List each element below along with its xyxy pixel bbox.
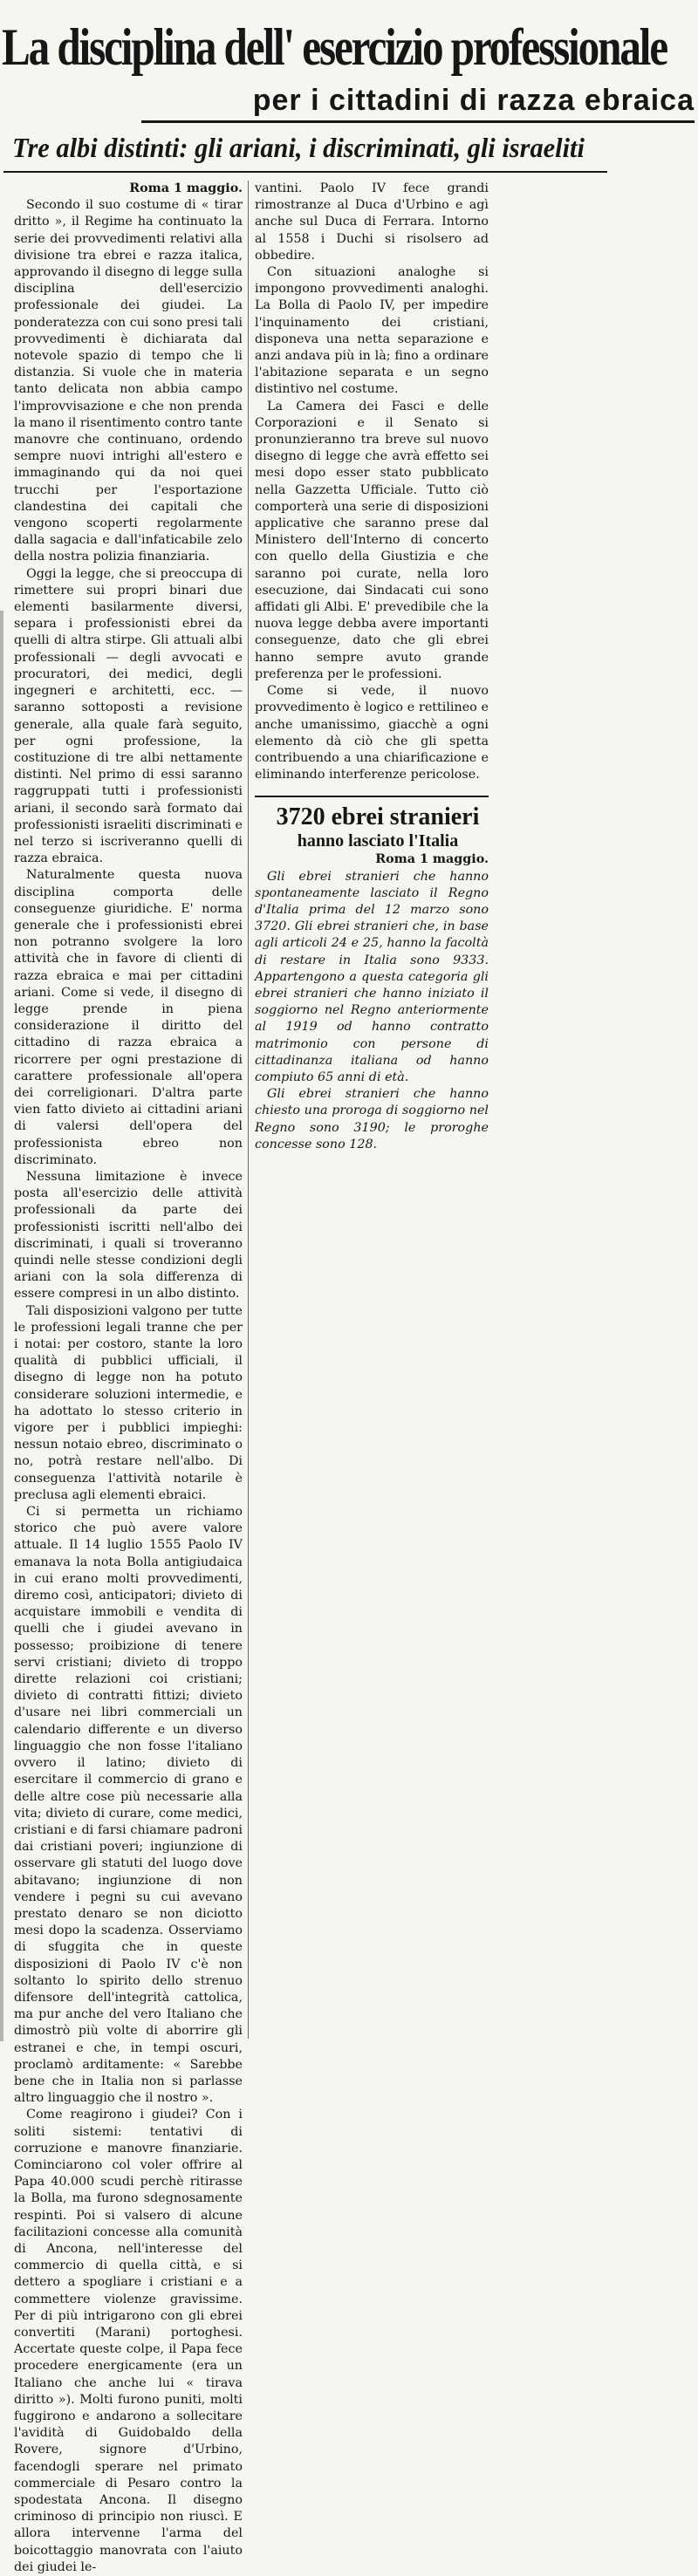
- subheadline: per i cittadini di razza ebraica: [252, 84, 695, 117]
- article-paragraph: Nessuna limitazione è invece posta all'esercizio delle attività professionali da parte dei professionisti iscritti nell'albo dei discriminati, i quali si troveranno quindi nelle stesse condizioni degli ariani con la sola differenza di essere compresi in un albo distinto.: [14, 1169, 243, 1302]
- section-title: Tre albi distinti: gli ariani, i discriminati, gli israeliti: [12, 132, 585, 163]
- sidebar-headline: 3720 ebrei stranieri: [276, 803, 480, 831]
- sidebar-dateline: Roma 1 maggio.: [375, 852, 489, 867]
- subheadline-rule: [141, 120, 695, 123]
- article-paragraph: Ci si permetta un richiamo storico che può avere valore attuale. Il 14 luglio 1555 Paolo IV emanava la nota Bolla antigiudaica in cui erano molti provvedimenti, diremo così, anticipatori; divieto di acquistare immobili e vendita di quelli che i giudei avevano in possesso; proibizione di tenere servi cristiani; divieto di troppo dirette relazioni coi cristiani; divieto di contratti fittizi; divieto d'usare nei libri commerciali un calendario differente e un diverso linguaggio che non fosse l'italiano ovvero il latino; divieto di esercitare il commercio di grano e delle altre cose più necessarie alla vita; divieto di curare, come medici, cristiani e di farsi chiamare padroni dai cristiani poveri; ingiunzione di osservare gli statuti del luogo dove abitavano; ingiunzione di non vendere i pegni su cui avevano prestato denaro se non diciotto mesi dopo la scadenza. Osserviamo di sfuggita che in queste disposizioni di Paolo IV c'è non soltanto lo spirito dello strenuo difensore dell'integrità cattolica, ma pur anche del vero Italiano che dimostrò più volte di aborrire gli estranei e che, in tempi oscuri, proclamò arditamente: « Sarebbe bene che in Italia non si parlasse altro linguaggio che il nostro ».: [14, 1505, 243, 2106]
- article-paragraph: La Camera dei Fasci e delle Corporazioni e il Senato si pronunzieranno tra breve sul nuovo disegno di legge che avrà effetto sei mesi dopo esser stato pubblicato nella Gazzetta Ufficiale. Tutto ciò comporterà una serie di disposizioni applicative che saranno prese dal Ministero dell'Interno di concerto con quello della Giustizia e che saranno poi curate, nella loro esecuzione, dai Sindacati cui sono affidati gli Albi. E' prevedibile che la nuova legge debba avere importanti conseguenze, dato che gli ebrei hanno sempre avuto grande preferenza per le professioni.: [255, 399, 489, 681]
- article-paragraph: Naturalmente questa nuova disciplina comporta delle conseguenze giuridiche. E' norma generale che i professionisti ebrei non potranno svolgere la loro attività che in favore di clienti di razza ebraica e mai per cittadini ariani. Come si vede, il disegno di legge prende in piena considerazione il diritto del cittadino di razza ebraica a ricorrere per ogni prestazione di carattere professionale all'opera dei correligionari. D'altra parte vien fatto divieto ai cittadini ariani di valersi dell'opera del professionista ebreo non discriminato.: [14, 868, 243, 1167]
- sidebar-paragraph: Gli ebrei stranieri che hanno spontaneamente lasciato il Regno d'Italia prima del 12 marzo sono 3720. Gli ebrei stranieri che, in base agli articoli 24 e 25, hanno la facoltà di restare in Italia sono 9333. Appartengono a questa categoria gli ebrei stranieri che hanno iniziato il soggiorno nel Regno anteriormente al 1919 od hanno contratto matrimonio con persone di cittadinanza italiana od hanno compiuto 65 anni di età.: [255, 869, 489, 1084]
- sidebar-paragraph: Gli ebrei stranieri che hanno chiesto una proroga di soggiorno nel Regno sono 3190; le proroghe concesse sono 128.: [255, 1087, 489, 1151]
- article-paragraph: Con situazioni analoghe si impongono provvedimenti analoghi. La Bolla di Paolo IV, per impedire l'inquinamento dei cristiani, disponeva una netta separazione e anzi andava più in là; fino a ordinare l'abitazione separata e un segno distintivo nel costume.: [255, 265, 489, 397]
- headline: La disciplina dell' esercizio professionale: [2, 18, 667, 76]
- page-edge-shadow: [0, 611, 3, 2041]
- article-paragraph: Come si vede, il nuovo provvedimento è logico e rettilineo e anche umanissimo, giacchè a ogni elemento dà ciò che gli spetta contribuendo a una chiarificazione e eliminando interferenze pericolose.: [255, 684, 489, 782]
- article-dateline: Roma 1 maggio.: [129, 181, 243, 195]
- column-separator: [248, 181, 249, 2039]
- article-paragraph: Secondo il suo costume di « tirar dritto », il Regime ha continuato la serie dei provvedimenti relativi alla divisione tra ebrei e razza italica, approvando il disegno di legge sulla disciplina dell'esercizio professionale dei giudei. La ponderatezza con cui sono presi tali provvedimenti è dichiarata dal notevole spazio di tempo che li distanzia. Si vuole che in materia tanto delicata non abbia campo l'improvvisazione e che non prenda la mano il risentimento contro tante manovre che continuano, ordendo sempre nuovi intrighi all'estero e immaginando qui da noi quei trucchi per l'esportazione clandestina dei capitali che vengono scoperti regolarmente dalla sagacia e dall'infaticabile zelo della nostra polizia finanziaria.: [14, 198, 243, 564]
- article-column-left: [14, 181, 243, 2576]
- article-paragraph: Oggi la legge, che si preoccupa di rimettere sui propri binari due elementi basilarmente diversi, separa i professionisti ebrei da quelli di altra stirpe. Gli attuali albi professionali — degli avvocati e procuratori, dei medici, degli ingegneri e architetti, ecc. — saranno sottoposti a revisione generale, alla quale farà seguito, per ogni professione, la costituzione di tre albi nettamente distinti. Nel primo di essi saranno raggruppati tutti i professionisti ariani, il secondo sarà formato dai professionisti israeliti discriminati e nel terzo si iscriveranno quelli di razza ebraica.: [14, 566, 243, 866]
- article-paragraph: vantini. Paolo IV fece grandi rimostranze al Duca d'Urbino e agì anche sul Duca di Ferrara. Intorno al 1558 i Duchi si risolsero ad obbedire.: [255, 181, 489, 263]
- section-rule: [3, 171, 607, 173]
- sidebar-body: [255, 851, 489, 1153]
- article-paragraph: Tali disposizioni valgono per tutte le professioni legali tranne che per i notai: per costoro, stante la loro qualità di pubblici ufficiali, il disegno di legge non ha potuto considerare soluzioni intermedie, e ha adottato lo stesso criterio in vigore per i pubblici impieghi: nessun notaio ebreo, discriminato o no, potrà restare nell'albo. Di conseguenza l'attività notarile è preclusa agli elementi ebraici.: [14, 1303, 243, 1502]
- article-column-right: [255, 181, 489, 1153]
- article-paragraph: Come reagirono i giudei? Con i soliti sistemi: tentativi di corruzione e manovre finanziarie. Cominciarono col voler offrire al Papa 40.000 scudi perchè ritirasse la Bolla, ma furono sdegnosamente respinti. Poi si valsero di alcune facilitazioni concesse alla comunità di Ancona, nell'interesse del commercio di quella città, e si dettero a spogliare i cristiani e a commettere violenze gravissime. Per di più intrigarono con gli ebrei convertiti (Marani) portoghesi. Accertate queste colpe, il Papa fece procedere energicamente (era un Italiano che anche lui « tirava diritto »). Molti furono puniti, molti fuggirono e andarono a sollecitare l'avidità di Guidobaldo della Rovere, signore d'Urbino, facendogli sperare nel primato commerciale di Pesaro contro la spodestata Ancona. Il disegno criminoso di principio non riuscì. E allora intervenne l'arma del boicottaggio manovrata con l'aiuto dei giudei le-: [14, 2108, 243, 2574]
- sidebar-article: [255, 796, 489, 1153]
- sidebar-subheadline: hanno lasciato l'Italia: [297, 831, 459, 851]
